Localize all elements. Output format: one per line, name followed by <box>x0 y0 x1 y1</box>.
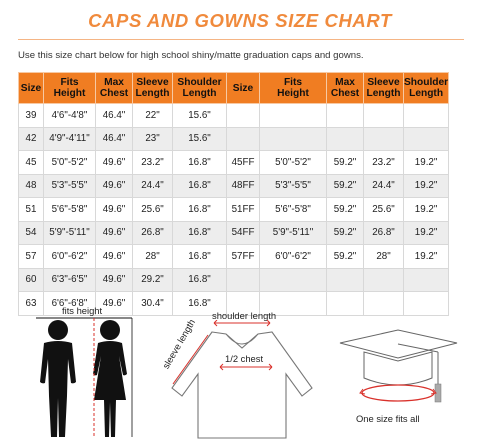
cell-sleeve-length: 28" <box>133 245 173 269</box>
cell-size: 45 <box>19 151 44 175</box>
graduation-cap-icon <box>336 328 461 408</box>
header-text: Height <box>53 88 86 99</box>
shoulder-length-label: shoulder length <box>212 310 277 321</box>
cell-shoulder-length: 16.8" <box>173 268 227 292</box>
header-text: Fits <box>60 77 79 88</box>
header-ff-sleeve-length <box>364 73 404 104</box>
header-text: Height <box>277 88 309 99</box>
table-header-row <box>19 73 449 104</box>
header-text: Chest <box>99 88 129 99</box>
page-title: CAPS AND GOWNS SIZE CHART <box>88 10 392 31</box>
cell-ff-size: 45FF <box>227 151 260 175</box>
cell-sleeve-length: 25.6" <box>133 198 173 222</box>
cell-shoulder-length: 16.8" <box>173 151 227 175</box>
sleeve-length-label: sleeve length <box>160 317 198 371</box>
cell-ff-fits-height: 6'0"-6'2" <box>260 245 327 269</box>
size-chart-table <box>18 72 449 316</box>
cell-sleeve-length: 23" <box>133 127 173 151</box>
cell-fits-height: 4'9"-4'11" <box>44 127 96 151</box>
header-text: Max <box>104 77 124 88</box>
table-row <box>19 268 449 292</box>
boy-silhouette-icon <box>40 320 76 437</box>
header-size <box>19 73 44 104</box>
cell-ff-max-chest: 59.2" <box>327 221 364 245</box>
header-shoulder-length <box>173 73 227 104</box>
cell-ff-shoulder-length: 19.2" <box>404 151 449 175</box>
cell-ff-sleeve-length: 26.8" <box>364 221 404 245</box>
cell-shoulder-length: 16.8" <box>173 221 227 245</box>
cell-max-chest: 49.6" <box>96 268 133 292</box>
cell-size: 63 <box>19 292 44 316</box>
header-text: Length <box>409 88 444 99</box>
cell-ff-shoulder-length: 19.2" <box>404 245 449 269</box>
cell-max-chest: 49.6" <box>96 221 133 245</box>
cell-size: 39 <box>19 104 44 128</box>
cell-ff-size <box>227 104 260 128</box>
header-text: Max <box>335 77 355 88</box>
one-size-label: One size fits all <box>356 413 420 424</box>
cell-ff-shoulder-length: 19.2" <box>404 174 449 198</box>
table-row <box>19 198 449 222</box>
cell-ff-shoulder-length <box>404 104 449 128</box>
header-text: Size <box>20 82 42 94</box>
header-text: Sleeve <box>367 77 400 88</box>
cell-ff-fits-height: 5'3"-5'5" <box>260 174 327 198</box>
cell-ff-shoulder-length: 19.2" <box>404 221 449 245</box>
cell-max-chest: 46.4" <box>96 104 133 128</box>
header-text: Length <box>366 88 401 99</box>
header-text: Size <box>232 82 254 94</box>
cell-shoulder-length: 15.6" <box>173 104 227 128</box>
cell-shoulder-length: 15.6" <box>173 127 227 151</box>
table-row <box>19 245 449 269</box>
cell-sleeve-length: 22" <box>133 104 173 128</box>
title-divider <box>18 39 464 40</box>
header-ff-fits-height <box>260 73 327 104</box>
cell-ff-fits-height <box>260 104 327 128</box>
fits-height-figure <box>28 316 140 440</box>
cell-ff-max-chest: 59.2" <box>327 174 364 198</box>
cell-ff-max-chest: 59.2" <box>327 151 364 175</box>
table-row <box>19 174 449 198</box>
cell-max-chest: 49.6" <box>96 198 133 222</box>
half-chest-label: 1/2 chest <box>225 353 264 364</box>
header-ff-shoulder-length <box>404 73 449 104</box>
cell-fits-height: 4'6"-4'8" <box>44 104 96 128</box>
fits-height-label: fits height <box>62 305 103 316</box>
cell-ff-sleeve-length: 28" <box>364 245 404 269</box>
cell-shoulder-length: 16.8" <box>173 292 227 316</box>
cell-fits-height: 6'3"-6'5" <box>44 268 96 292</box>
cell-size: 57 <box>19 245 44 269</box>
cell-sleeve-length: 29.2" <box>133 268 173 292</box>
cell-ff-fits-height: 5'9"-5'11" <box>260 221 327 245</box>
header-text: Length <box>135 88 170 99</box>
cell-shoulder-length: 16.8" <box>173 198 227 222</box>
cell-ff-size: 57FF <box>227 245 260 269</box>
header-text: Sleeve <box>136 77 169 88</box>
cell-fits-height: 5'0"-5'2" <box>44 151 96 175</box>
cell-max-chest: 49.6" <box>96 174 133 198</box>
cell-shoulder-length: 16.8" <box>173 174 227 198</box>
cell-sleeve-length: 30.4" <box>133 292 173 316</box>
cell-ff-max-chest <box>327 127 364 151</box>
cell-ff-shoulder-length: 19.2" <box>404 198 449 222</box>
cell-ff-sleeve-length: 23.2" <box>364 151 404 175</box>
table-row <box>19 151 449 175</box>
cell-ff-sleeve-length <box>364 127 404 151</box>
cell-fits-height: 5'3"-5'5" <box>44 174 96 198</box>
table-row <box>19 127 449 151</box>
header-text: Shoulder <box>177 77 222 88</box>
girl-silhouette-icon <box>93 320 127 437</box>
cell-fits-height: 6'0"-6'2" <box>44 245 96 269</box>
cell-ff-sleeve-length: 25.6" <box>364 198 404 222</box>
cell-max-chest: 49.6" <box>96 151 133 175</box>
cell-ff-fits-height <box>260 268 327 292</box>
cell-sleeve-length: 24.4" <box>133 174 173 198</box>
cell-fits-height: 5'6"-5'8" <box>44 198 96 222</box>
header-ff-max-chest <box>327 73 364 104</box>
cell-ff-sleeve-length <box>364 104 404 128</box>
header-sleeve-length <box>133 73 173 104</box>
table-row <box>19 221 449 245</box>
measurement-figures <box>0 300 480 443</box>
cell-ff-max-chest: 59.2" <box>327 198 364 222</box>
header-ff-size <box>227 73 260 104</box>
header-fits-height <box>44 73 96 104</box>
cell-size: 51 <box>19 198 44 222</box>
cell-ff-size <box>227 127 260 151</box>
cell-max-chest: 46.4" <box>96 127 133 151</box>
cell-ff-sleeve-length <box>364 268 404 292</box>
header-max-chest <box>96 73 133 104</box>
header-text: Length <box>182 88 217 99</box>
cell-sleeve-length: 23.2" <box>133 151 173 175</box>
cell-ff-size <box>227 268 260 292</box>
chart-description: Use this size chart below for high school shiny/matte graduation caps and gowns. <box>18 50 364 61</box>
table-row <box>19 104 449 128</box>
cell-shoulder-length: 16.8" <box>173 245 227 269</box>
cell-ff-sleeve-length: 24.4" <box>364 174 404 198</box>
cell-size: 60 <box>19 268 44 292</box>
cell-ff-max-chest <box>327 104 364 128</box>
cell-size: 48 <box>19 174 44 198</box>
cell-size: 42 <box>19 127 44 151</box>
cell-ff-fits-height: 5'6"-5'8" <box>260 198 327 222</box>
cell-ff-shoulder-length <box>404 127 449 151</box>
cell-ff-size: 54FF <box>227 221 260 245</box>
cell-ff-fits-height <box>260 127 327 151</box>
gown-outline-icon <box>160 320 330 443</box>
cell-ff-shoulder-length <box>404 268 449 292</box>
header-text: Shoulder <box>404 77 449 88</box>
header-text: Fits <box>283 77 303 88</box>
cell-sleeve-length: 26.8" <box>133 221 173 245</box>
cell-ff-max-chest <box>327 268 364 292</box>
cell-ff-max-chest: 59.2" <box>327 245 364 269</box>
cell-fits-height: 6'6"-6'8" <box>44 292 96 316</box>
header-text: Chest <box>330 88 360 99</box>
cell-size: 54 <box>19 221 44 245</box>
cell-max-chest: 49.6" <box>96 292 133 316</box>
cell-max-chest: 49.6" <box>96 245 133 269</box>
cell-fits-height: 5'9"-5'11" <box>44 221 96 245</box>
cell-ff-size: 48FF <box>227 174 260 198</box>
cell-ff-size: 51FF <box>227 198 260 222</box>
cell-ff-fits-height: 5'0"-5'2" <box>260 151 327 175</box>
